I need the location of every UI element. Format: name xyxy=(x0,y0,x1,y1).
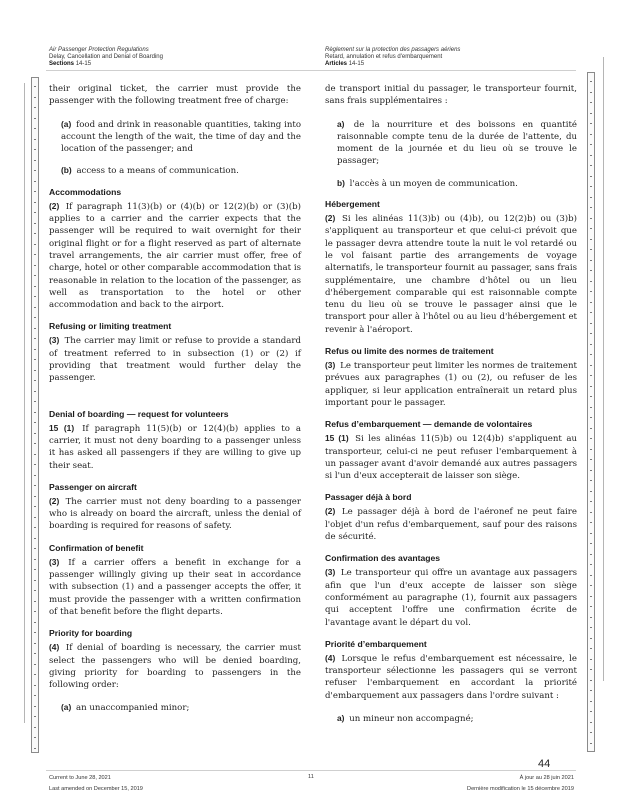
scrollbar-tick xyxy=(590,585,592,586)
scrollbar-tick xyxy=(34,380,36,381)
scrollbar-tick xyxy=(34,139,36,140)
scrollbar-tick xyxy=(590,459,592,460)
footer-last-amended-fr: Dernière modification le 15 décembre 2019 xyxy=(467,786,574,792)
scrollbar-tick xyxy=(590,743,592,744)
scrollbar-tick xyxy=(34,181,36,182)
articles-range: Articles 14-15 xyxy=(325,61,365,68)
scrollbar-tick xyxy=(590,291,592,292)
scrollbar-tick xyxy=(34,611,36,612)
scrollbar-tick xyxy=(34,391,36,392)
scrollbar-tick xyxy=(590,680,592,681)
scrollbar-tick xyxy=(590,638,592,639)
scrollbar-tick xyxy=(34,433,36,434)
left-page-edge-line xyxy=(24,83,25,723)
scrollbar-tick xyxy=(590,606,592,607)
part-title: Delay, Cancellation and Denial of Boarding xyxy=(49,54,163,61)
viewer-page-number: 44 xyxy=(538,758,551,770)
scrollbar-tick xyxy=(34,695,36,696)
scrollbar-tick xyxy=(590,522,592,523)
scrollbar-tick xyxy=(590,123,592,124)
scrollbar-tick xyxy=(590,81,592,82)
scrollbar-tick xyxy=(590,218,592,219)
scrollbar-tick xyxy=(34,653,36,654)
scrollbar-tick xyxy=(34,254,36,255)
scrollbar-tick xyxy=(34,580,36,581)
regulation-title: Air Passenger Protection Regulations xyxy=(49,47,149,53)
section-paragraph: 15 (1) If paragraph 11(5)(b) or 12(4)(b) applies to a carrier, it must not deny boarding to a passenger unless it has asked all passengers if they are willing to give up their seat. xyxy=(49,422,301,471)
section-heading: Hébergement xyxy=(325,199,380,210)
scrollbar-tick xyxy=(590,407,592,408)
scrollbar-tick xyxy=(590,92,592,93)
regulation-title-fr: Règlement sur la protection des passagers aériens xyxy=(325,47,461,53)
section-paragraph: (2) If paragraph 11(3)(b) or (4)(b) or 12(2)(b) or (3)(b) applies to a carrier and the carrier expects that the passenger will be required to wait overnight for their original flight or for a flight reserved as part of alternate travel arrangements, the air carrier must offer, free of charge, hotel or other comparable accommodation that is reasonable in relation to the location of the passenger, as well as transportation to the hotel or other accommodation and back to the airport. xyxy=(49,200,301,311)
scrollbar-tick xyxy=(590,344,592,345)
scrollbar-tick xyxy=(590,533,592,534)
scrollbar-tick xyxy=(34,328,36,329)
scrollbar-tick xyxy=(34,401,36,402)
english-column xyxy=(49,83,301,724)
scrollbar-tick xyxy=(590,365,592,366)
scrollbar-tick xyxy=(590,260,592,261)
scrollbar-tick xyxy=(34,727,36,728)
scrollbar-tick xyxy=(34,674,36,675)
scrollbar-tick xyxy=(590,711,592,712)
scrollbar-tick xyxy=(34,223,36,224)
scrollbar-tick xyxy=(34,506,36,507)
intro-paragraph: their original ticket, the carrier must provide the passenger with the following treatment free of charge: xyxy=(49,84,301,107)
scrollbar-tick xyxy=(34,307,36,308)
scrollbar-tick xyxy=(590,470,592,471)
scrollbar-tick xyxy=(590,323,592,324)
scrollbar-tick xyxy=(590,722,592,723)
scrollbar-tick xyxy=(34,517,36,518)
scrollbar-tick xyxy=(34,737,36,738)
french-column xyxy=(325,83,577,734)
scrollbar-tick xyxy=(590,228,592,229)
scrollbar-tick xyxy=(34,107,36,108)
scrollbar-tick xyxy=(590,197,592,198)
scrollbar-tick xyxy=(590,669,592,670)
scrollbar-tick xyxy=(34,643,36,644)
right-page-edge-line xyxy=(603,57,604,681)
scrollbar-tick xyxy=(590,102,592,103)
list-item: b) l'accès à un moyen de communication. xyxy=(337,177,518,189)
scrollbar-tick xyxy=(34,359,36,360)
scrollbar-tick xyxy=(590,176,592,177)
scrollbar-tick xyxy=(34,286,36,287)
scrollbar-tick xyxy=(590,113,592,114)
scrollbar-tick xyxy=(590,575,592,576)
list-item: a) de la nourriture et des boissons en quantité raisonnable compte tenu de la durée de l'attente, du moment de la journée et du lieu où se trouve le passager; xyxy=(337,118,577,167)
part-title-fr: Retard, annulation et refus d'embarquement xyxy=(325,54,443,61)
scrollbar-tick xyxy=(590,648,592,649)
scrollbar-tick xyxy=(590,134,592,135)
list-item: (b) access to a means of communication. xyxy=(61,165,239,177)
running-header-french xyxy=(325,47,460,69)
scrollbar-tick xyxy=(590,690,592,691)
scrollbar-tick xyxy=(34,538,36,539)
section-heading: Refusing or limiting treatment xyxy=(49,321,172,332)
scrollbar-tick xyxy=(34,527,36,528)
scrollbar-tick xyxy=(34,265,36,266)
scrollbar-tick xyxy=(590,155,592,156)
scrollbar-tick xyxy=(34,349,36,350)
section-heading: Denial of boarding — request for volunteers xyxy=(49,408,229,419)
scrollbar-tick xyxy=(34,485,36,486)
section-heading: Accommodations xyxy=(49,186,122,197)
scrollbar-tick xyxy=(34,496,36,497)
scrollbar-tick xyxy=(590,438,592,439)
footer-last-amended: Last amended on December 15, 2019 xyxy=(49,786,143,792)
scrollbar-tick xyxy=(34,464,36,465)
scrollbar-tick xyxy=(34,338,36,339)
section-heading: Confirmation of benefit xyxy=(49,542,144,553)
scrollbar-tick xyxy=(590,501,592,502)
scrollbar-tick xyxy=(590,480,592,481)
section-heading: Refus d’embarquement — demande de volontaires xyxy=(325,419,533,430)
scrollbar-tick xyxy=(34,685,36,686)
intro-paragraph-fr: de transport initial du passager, le transporteur fournit, sans frais supplémentaires : xyxy=(325,84,577,107)
scrollbar-tick xyxy=(34,202,36,203)
scrollbar-tick xyxy=(34,559,36,560)
left-scrollbar[interactable] xyxy=(31,77,39,753)
section-paragraph: (3) Le transporteur peut limiter les normes de traitement prévues aux paragraphes (1) ou (2), ou refuser de les appliquer, si leur application entraînerait un retard plus important pour le passager. xyxy=(325,360,577,408)
scrollbar-tick xyxy=(34,370,36,371)
footer-current-to-fr: À jour au 28 juin 2021 xyxy=(519,775,574,781)
section-heading: Confirmation des avantages xyxy=(325,553,441,564)
scrollbar-tick xyxy=(590,281,592,282)
right-scrollbar[interactable] xyxy=(587,72,595,752)
scrollbar-tick xyxy=(34,128,36,129)
scrollbar-tick xyxy=(590,270,592,271)
section-heading: Priority for boarding xyxy=(49,628,133,639)
scrollbar-tick xyxy=(590,732,592,733)
section-heading: Passager déjà à bord xyxy=(325,492,412,503)
scrollbar-tick xyxy=(590,512,592,513)
list-item: (a) food and drink in reasonable quantities, taking into account the length of the wait, the time of day and the location of the passenger; and xyxy=(61,118,301,155)
scrollbar-tick xyxy=(34,622,36,623)
footer-current-to: Current to June 28, 2021 xyxy=(49,775,111,781)
section-paragraph: (2) Si les alinéas 11(3)b) ou (4)b), ou 12(2)b) ou (3)b) s'appliquent au transporteur et que celui-ci prévoit que le passager devra attendre toute la nuit le vol retardé ou le vol faisant partie des arrangements de voyage alternatifs, le transporteur fournit au passager, sans frais supplémentaire, une chambre d'hôtel ou un lieu d'hébergement comparable qui est raisonnable compte tenu du lieu où se trouve le passager ainsi que le transport pour aller à l'hôtel ou au lieu d'hébergement et revenir à l'aéroport. xyxy=(325,213,578,335)
scrollbar-tick xyxy=(590,491,592,492)
scrollbar-tick xyxy=(590,302,592,303)
scrollbar-tick xyxy=(34,160,36,161)
scrollbar-tick xyxy=(590,375,592,376)
section-paragraph: (3) The carrier may limit or refuse to provide a standard of treatment referred to in subsection (1) or (2) if providing that treatment would further delay the passenger. xyxy=(49,335,301,384)
scrollbar-tick xyxy=(590,186,592,187)
scrollbar-tick xyxy=(590,396,592,397)
scrollbar-tick xyxy=(590,165,592,166)
scrollbar-tick xyxy=(34,212,36,213)
scrollbar-tick xyxy=(34,601,36,602)
scrollbar-tick xyxy=(34,244,36,245)
section-paragraph: (2) The carrier must not deny boarding to a passenger who is already on board the aircraft, unless the denial of boarding is required for reasons of safety. xyxy=(49,495,301,532)
scrollbar-tick xyxy=(34,664,36,665)
scrollbar-tick xyxy=(34,317,36,318)
section-heading: Passenger on aircraft xyxy=(49,481,137,492)
scrollbar-tick xyxy=(34,170,36,171)
scrollbar-tick xyxy=(590,144,592,145)
header-divider xyxy=(46,70,576,71)
scrollbar-tick xyxy=(34,149,36,150)
section-heading: Priorité d’embarquement xyxy=(325,638,427,649)
scrollbar-tick xyxy=(34,748,36,749)
scrollbar-tick xyxy=(590,428,592,429)
section-paragraph: (2) Le passager déjà à bord de l'aéronef ne peut faire l'objet d'un refus d'embarquement, sauf pour des raisons de sécurité. xyxy=(325,506,578,543)
scrollbar-tick xyxy=(34,412,36,413)
scrollbar-tick xyxy=(34,548,36,549)
scrollbar-tick xyxy=(34,443,36,444)
scrollbar-tick xyxy=(590,239,592,240)
section-heading: Refus ou limite des normes de traitement xyxy=(325,346,494,357)
scrollbar-tick xyxy=(34,118,36,119)
scrollbar-tick xyxy=(590,312,592,313)
scrollbar-tick xyxy=(590,627,592,628)
scrollbar-tick xyxy=(34,97,36,98)
scrollbar-tick xyxy=(34,475,36,476)
scrollbar-tick xyxy=(590,659,592,660)
list-item: (a) an unaccompanied minor; xyxy=(61,702,190,714)
section-paragraph: (3) Le transporteur qui offre un avantage aux passagers afin que l'un d'eux accepte de laisser son siège conformément au paragraphe (1), fournit aux passagers qui acceptent l'offre une confirmation écrite de l'avantage avant le départ du vol. xyxy=(325,567,577,628)
scrollbar-tick xyxy=(34,632,36,633)
scrollbar-tick xyxy=(34,275,36,276)
scrollbar-tick xyxy=(590,354,592,355)
list-item: a) un mineur non accompagné; xyxy=(337,712,474,724)
scrollbar-tick xyxy=(34,191,36,192)
scrollbar-tick xyxy=(34,454,36,455)
scrollbar-tick xyxy=(590,596,592,597)
scrollbar-tick xyxy=(590,617,592,618)
scrollbar-tick xyxy=(590,386,592,387)
scrollbar-tick xyxy=(34,422,36,423)
footer-page-number: 11 xyxy=(308,774,314,780)
scrollbar-tick xyxy=(590,543,592,544)
footer-divider xyxy=(46,770,576,771)
section-paragraph: 15 (1) Si les alinéas 11(5)b) ou 12(4)b) s'appliquent au transporteur, celui-ci ne peut refuser l'embarquement à un passager avant d'avoir demandé aux autres passagers si l'un d'eux accepterait de laisser son siège. xyxy=(325,433,578,482)
section-paragraph: (3) If a carrier offers a benefit in exchange for a passenger willingly giving up their seat in accordance with subsection (1) and a passenger accepts the offer, it must provide the passenger with a written confirmation of that benefit before the flight departs. xyxy=(49,556,301,617)
scrollbar-tick xyxy=(590,554,592,555)
section-paragraph: (4) Lorsque le refus d'embarquement est nécessaire, le transporteur sélectionne les passagers qui se verront refuser l'embarquement en accordant la priorité d'embarquement aux passagers dans l'ordre suivant : xyxy=(325,652,577,701)
section-paragraph: (4) If denial of boarding is necessary, the carrier must select the passengers who will be denied boarding, giving priority for boarding to passengers in the following order: xyxy=(49,642,302,691)
scrollbar-tick xyxy=(590,564,592,565)
scrollbar-tick xyxy=(34,590,36,591)
scrollbar-tick xyxy=(590,417,592,418)
scrollbar-tick xyxy=(34,86,36,87)
scrollbar-tick xyxy=(34,569,36,570)
scrollbar-tick xyxy=(590,701,592,702)
scrollbar-tick xyxy=(590,207,592,208)
scrollbar-tick xyxy=(34,296,36,297)
scrollbar-tick xyxy=(34,706,36,707)
scrollbar-tick xyxy=(590,333,592,334)
sections-range: Sections 14-15 xyxy=(49,61,92,68)
scrollbar-tick xyxy=(34,716,36,717)
scrollbar-tick xyxy=(34,233,36,234)
running-header-english xyxy=(49,47,163,69)
scrollbar-tick xyxy=(590,449,592,450)
scrollbar-tick xyxy=(590,249,592,250)
